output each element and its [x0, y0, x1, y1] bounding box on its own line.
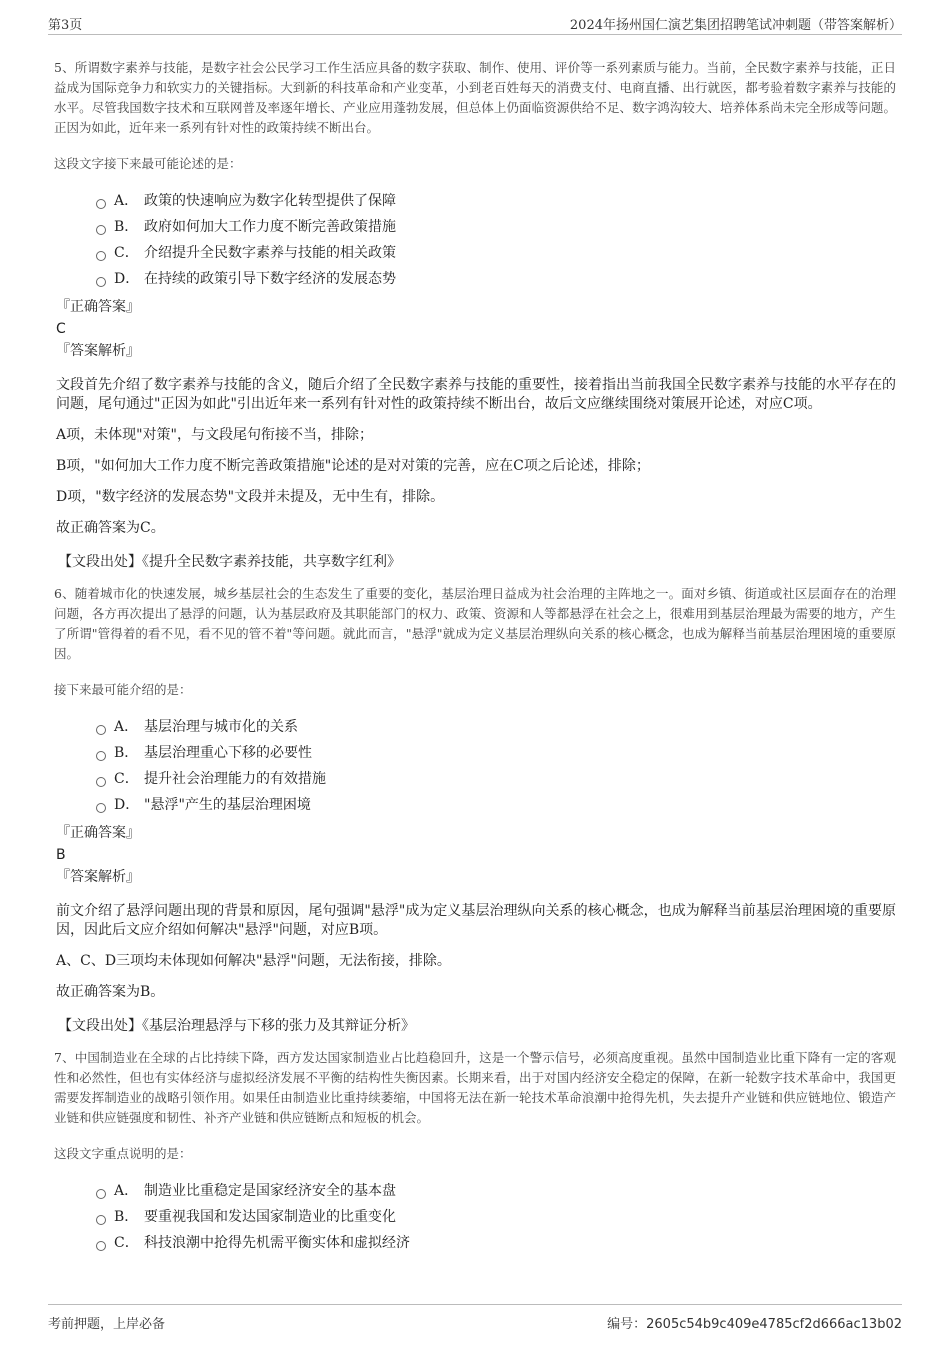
option-c[interactable]: C． 介绍提升全民数字素养与技能的相关政策 — [96, 240, 896, 266]
analysis-paragraph: 故正确答案为C。 — [56, 520, 165, 536]
radio-icon[interactable] — [96, 1189, 106, 1199]
document-id: 编号：2605c54b9c409e4785cf2d666ac13b02 — [607, 1317, 902, 1332]
correct-answer: C — [56, 321, 66, 337]
analysis-paragraph: 文段首先介绍了数字素养与技能的含义，随后介绍了全民数字素养与技能的重要性，接着指出当前我国全民数字素养与技能的水平存在的问题，尾句通过"正因为如此"引出近年来一系列有针对性的政策持续不断出台，故后文应继续围绕对策展开论述，对应C项。 — [56, 377, 896, 412]
analysis-label: 『答案解析』 — [56, 869, 140, 885]
radio-icon[interactable] — [96, 1215, 106, 1225]
question-prompt: 这段文字接下来最可能论述的是： — [54, 156, 242, 171]
question-prompt: 这段文字重点说明的是： — [54, 1146, 192, 1161]
radio-icon[interactable] — [96, 751, 106, 761]
passage-source: 【文段出处】《提升全民数字素养技能，共享数字红利》 — [58, 554, 401, 570]
option-b[interactable]: B． 政府如何加大工作力度不断完善政策措施 — [96, 214, 896, 240]
question-text: 7、中国制造业在全球的占比持续下降，西方发达国家制造业占比趋稳回升，这是一个警示信号，必须高度重视。虽然中国制造业比重下降有一定的客观性和必然性，但也有实体经济与虚拟经济发展不平衡的结构性失衡因素。长期来看，出于对国内经济安全稳定的保障，在新一轮数字技术革命中，我国更需要发挥制造业的战略引领作用。如果任由制造业比重持续萎缩，中国将无法在新一轮技术革命浪潮中抢得先机，失去提升产业链和供应链地位、锻造产业链和供应链强度和韧性、补齐产业链和供应链断点和短板的机会。 — [54, 1050, 896, 1125]
analysis-paragraph: 故正确答案为B。 — [56, 984, 165, 1000]
option-list — [96, 1178, 896, 1256]
radio-icon[interactable] — [96, 803, 106, 813]
radio-icon[interactable] — [96, 1241, 106, 1251]
option-d[interactable]: D． "悬浮"产生的基层治理困境 — [96, 792, 896, 818]
analysis-label: 『答案解析』 — [56, 343, 140, 359]
question-5 — [54, 58, 896, 572]
footer-slogan: 考前押题，上岸必备 — [48, 1317, 166, 1332]
analysis-paragraph: D项，"数字经济的发展态势"文段并未提及，无中生有，排除。 — [56, 489, 445, 505]
question-prompt: 接下来最可能介绍的是： — [54, 682, 192, 697]
answer-label: 『正确答案』 — [56, 825, 140, 841]
question-text: 5、所谓数字素养与技能，是数字社会公民学习工作生活应具备的数字获取、制作、使用、评价等一系列素质与能力。当前，全民数字素养与技能，正日益成为国际竞争力和软实力的关键指标。大到新的科技革命和产业变革，小到老百姓每天的消费支付、电商直播、出行就医，都考验着数字素养与技能的水平。尽管我国数字技术和互联网普及率逐年增长、产业应用蓬勃发展，但总体上仍面临资源供给不足、数字鸿沟较大、培养体系尚未完全形成等问题。正因为如此，近年来一系列有针对性的政策持续不断出台。 — [54, 60, 896, 135]
radio-icon[interactable] — [96, 277, 106, 287]
radio-icon[interactable] — [96, 251, 106, 261]
analysis-paragraph: 前文介绍了悬浮问题出现的背景和原因，尾句强调"悬浮"成为定义基层治理纵向关系的核心概念，也成为解释当前基层治理困境的重要原因，因此后文应介绍如何解决"悬浮"问题，对应B项。 — [56, 903, 896, 938]
page-header — [48, 14, 902, 35]
option-b[interactable]: B． 基层治理重心下移的必要性 — [96, 740, 896, 766]
page-number: 第3页 — [48, 18, 83, 33]
option-a[interactable]: A． 基层治理与城市化的关系 — [96, 714, 896, 740]
option-c[interactable]: C． 科技浪潮中抢得先机需平衡实体和虚拟经济 — [96, 1230, 896, 1256]
radio-icon[interactable] — [96, 225, 106, 235]
option-a[interactable]: A． 政策的快速响应为数字化转型提供了保障 — [96, 188, 896, 214]
analysis-paragraph: A、C、D三项均未体现如何解决"悬浮"问题，无法衔接，排除。 — [56, 953, 451, 969]
answer-label: 『正确答案』 — [56, 299, 140, 315]
analysis-paragraph: B项，"如何加大工作力度不断完善政策措施"论述的是对对策的完善，应在C项之后论述，排除； — [56, 458, 650, 474]
page-footer — [48, 1304, 902, 1335]
radio-icon[interactable] — [96, 725, 106, 735]
correct-answer: B — [56, 847, 66, 863]
question-6 — [54, 584, 896, 1036]
radio-icon[interactable] — [96, 777, 106, 787]
document-title: 2024年扬州国仁演艺集团招聘笔试冲刺题（带答案解析） — [569, 18, 902, 33]
option-d[interactable]: D． 在持续的政策引导下数字经济的发展态势 — [96, 266, 896, 292]
question-text: 6、随着城市化的快速发展，城乡基层社会的生态发生了重要的变化，基层治理日益成为社会治理的主阵地之一。面对乡镇、街道或社区层面存在的治理问题，各方再次提出了悬浮的问题，认为基层政府及其职能部门的权力、政策、资源和人等都悬浮在社会之上，很难用到基层治理最为需要的地方，产生了所谓"管得着的看不见，看不见的管不着"等问题。就此而言，"悬浮"就成为定义基层治理纵向关系的核心概念，也成为解释当前基层治理困境的重要原因。 — [54, 586, 896, 661]
option-list — [96, 714, 896, 818]
option-b[interactable]: B． 要重视我国和发达国家制造业的比重变化 — [96, 1204, 896, 1230]
question-7 — [54, 1048, 896, 1256]
option-list — [96, 188, 896, 292]
main-content — [54, 58, 896, 1256]
option-c[interactable]: C． 提升社会治理能力的有效措施 — [96, 766, 896, 792]
analysis-paragraph: A项，未体现"对策"，与文段尾句衔接不当，排除； — [56, 427, 373, 443]
passage-source: 【文段出处】《基层治理悬浮与下移的张力及其辩证分析》 — [58, 1018, 415, 1034]
option-a[interactable]: A． 制造业比重稳定是国家经济安全的基本盘 — [96, 1178, 896, 1204]
radio-icon[interactable] — [96, 199, 106, 209]
